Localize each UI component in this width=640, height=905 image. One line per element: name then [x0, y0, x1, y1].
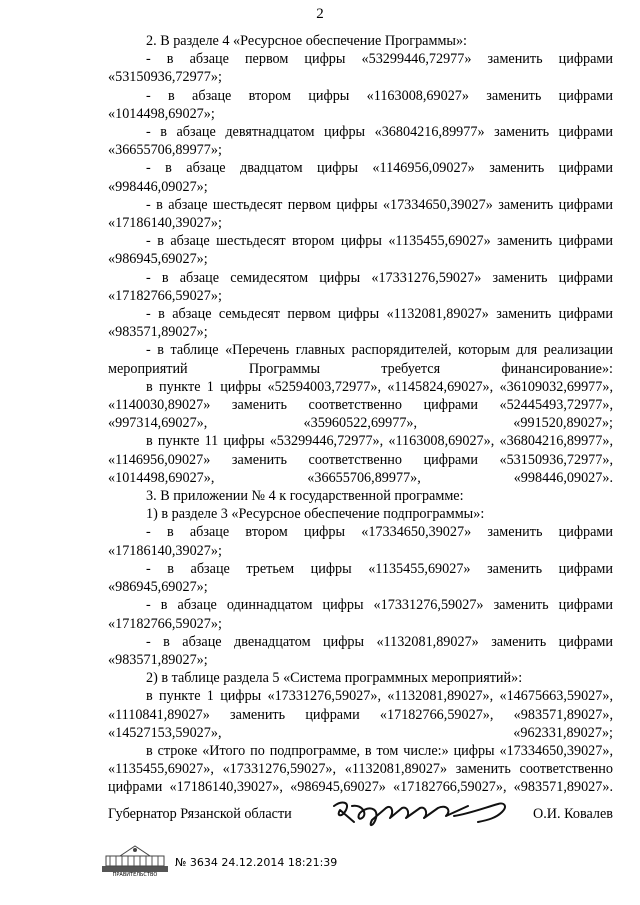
- paragraph: - в абзаце втором цифры «1163008,69027» заменить цифрами «1014498,69027»;: [108, 87, 613, 122]
- paragraph: 1) в разделе 3 «Ресурсное обеспечение подпрограммы»:: [146, 506, 485, 523]
- paragraph: в пункте 11 цифры «53299446,72977», «1163008,69027», «36804216,89977», «1146956,09027» заменить соответственно цифрами «53150936,72977», «1014498,69027», «36655706,89977», «998446,09027».: [108, 433, 613, 486]
- paragraph: 2. В разделе 4 «Ресурсное обеспечение Программы»:: [146, 33, 467, 49]
- handwritten-signature: [328, 796, 518, 832]
- paragraph: - в абзаце шестьдесят первом цифры «17334650,39027» заменить цифрами «17186140,39027»;: [108, 196, 613, 232]
- paragraph: - в абзаце третьем цифры «1135455,69027» заменить цифрами «986945,69027»;: [108, 560, 613, 596]
- paragraph: - в абзаце семидесятом цифры «17331276,59027» заменить цифрами «17182766,59027»;: [108, 269, 613, 304]
- paragraph: - в таблице «Перечень главных распорядителей, которым для реализации мероприятий Программы требуется финансирование»:: [108, 342, 613, 377]
- registration-stamp: [100, 842, 400, 882]
- paragraph: - в абзаце одиннадцатом цифры «17331276,59027» заменить цифрами «17182766,59027»;: [108, 597, 613, 632]
- paragraph: 3. В приложении № 4 к государственной программе:: [146, 488, 464, 505]
- paragraph: - в абзаце семьдесят первом цифры «1132081,89027» заменить цифрами «983571,89027»;: [108, 306, 613, 341]
- paragraph: - в абзаце девятнадцатом цифры «36804216,89977» заменить цифрами «36655706,89977»;: [108, 124, 613, 159]
- seal-caption: ПРАВИТЕЛЬСТВО: [112, 872, 158, 878]
- paragraph: в строке «Итого по подпрограмме, в том числе:» цифры «17334650,39027», «1135455,69027», «17331276,59027», «1132081,89027» заменить соответственно цифрами «17186140,39027», «986945,69027» «17182766,59027», «983571,89027».: [108, 742, 613, 796]
- paragraph: - в абзаце втором цифры «17334650,39027» заменить цифрами «17186140,39027»;: [108, 524, 613, 559]
- signer-title: Губернатор Рязанской области: [108, 806, 292, 822]
- document-body: [108, 32, 613, 797]
- signer-name: О.И. Ковалев: [533, 806, 613, 822]
- paragraph: в пункте 1 цифры «52594003,72977», «1145824,69027», «36109032,69977», «1140030,89027» заменить соответственно цифрами «52445493,72977», «997314,69027», «35960522,69977», «991520,89027»;: [108, 378, 613, 432]
- paragraph: 2) в таблице раздела 5 «Система программных мероприятий»:: [146, 670, 523, 687]
- paragraph: - в абзаце шестьдесят втором цифры «1135455,69027» заменить цифрами «986945,69027»;: [108, 233, 613, 268]
- signature-block: [108, 796, 613, 836]
- page-number: 2: [316, 6, 324, 22]
- paragraph: - в абзаце двенадцатом цифры «1132081,89027» заменить цифрами «983571,89027»;: [108, 633, 613, 668]
- registration-number: № 3634 24.12.2014 18:21:39: [175, 856, 338, 869]
- paragraph: - в абзаце двадцатом цифры «1146956,09027» заменить цифрами «998446,09027»;: [108, 160, 613, 195]
- paragraph: - в абзаце первом цифры «53299446,72977» заменить цифрами «53150936,72977»;: [108, 51, 613, 86]
- paragraph: в пункте 1 цифры «17331276,59027», «1132081,89027», «14675663,59027», «1110841,89027» заменить цифрами «17182766,59027», «983571,89027», «14527153,59027», «962331,89027»;: [108, 688, 613, 741]
